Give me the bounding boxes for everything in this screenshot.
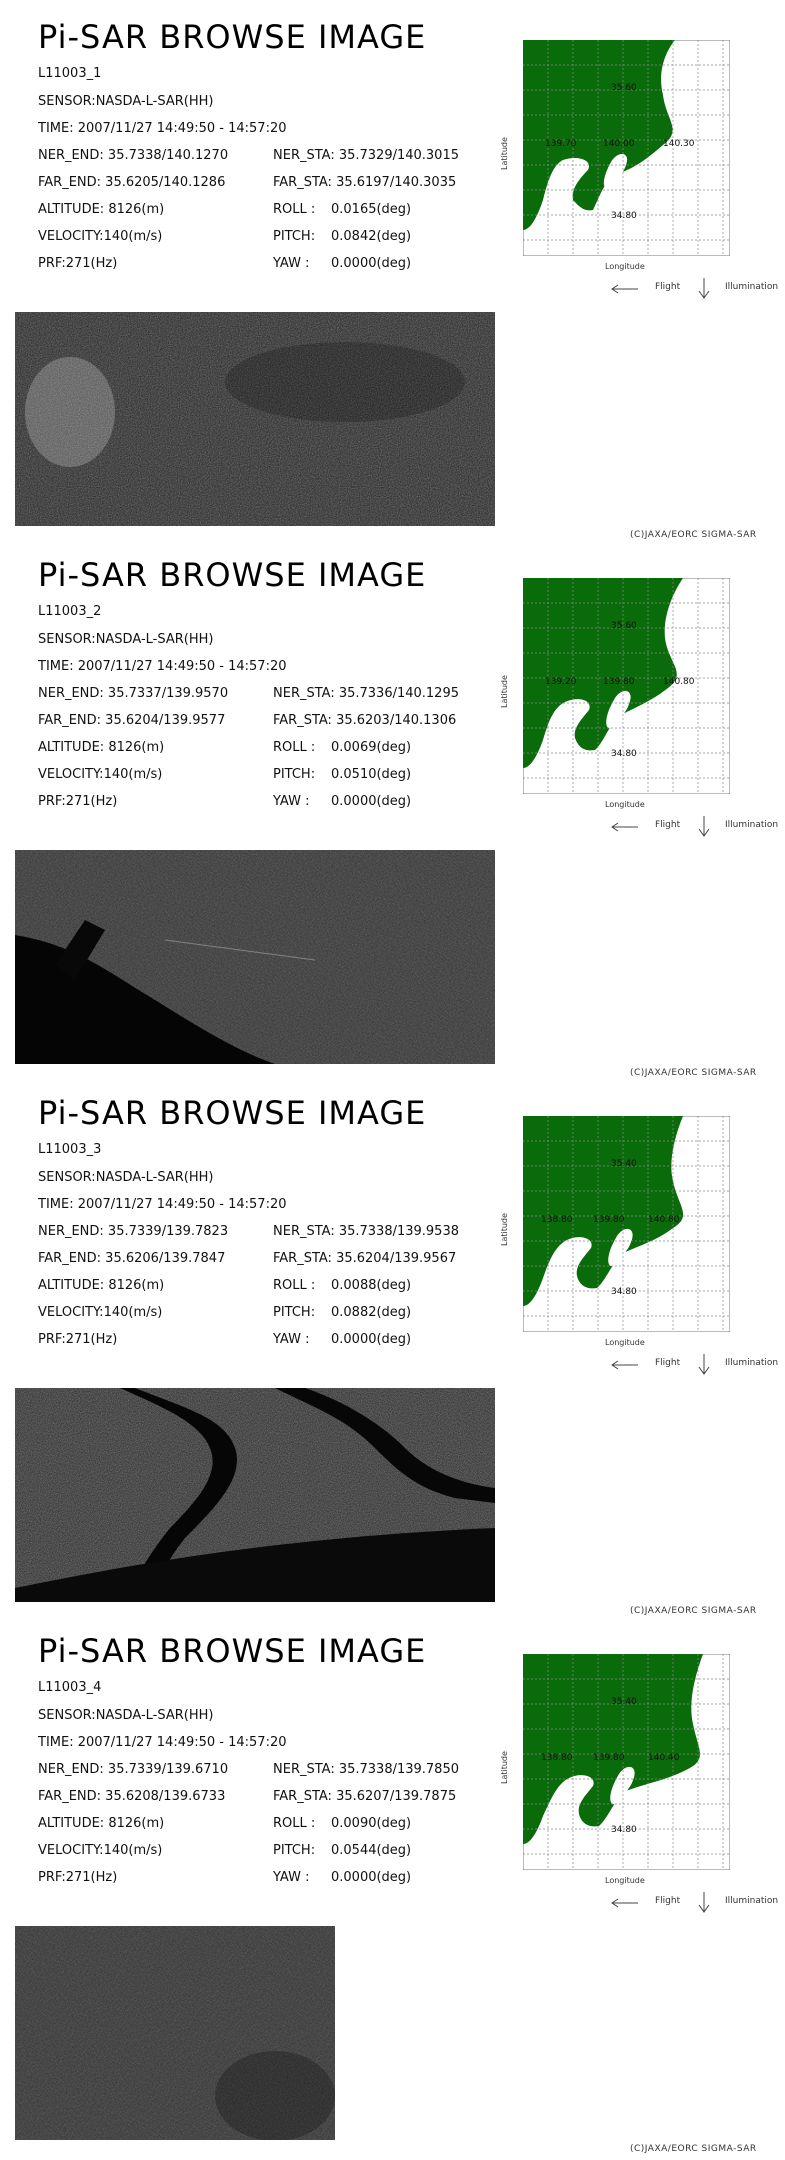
location-map [523,578,730,794]
prf-text: PRF:271(Hz) [38,256,118,271]
ner-sta-text: NER_STA: 35.7336/140.1295 [273,686,459,701]
time-text: TIME: 2007/11/27 14:49:50 - 14:57:20 [38,1197,287,1212]
ner-end-text: NER_END: 35.7337/139.9570 [38,686,229,701]
browse-panel-2 [0,538,785,1076]
copyright-text: (C)JAXA/EORC SIGMA-SAR [630,1068,757,1078]
pitch-row [273,1305,411,1320]
velocity-text: VELOCITY:140(m/s) [38,767,163,782]
map-tick-lat-top: 35.60 [611,621,637,631]
roll-value: 0.0165(deg) [331,202,412,217]
roll-key: ROLL : [273,202,316,217]
roll-value: 0.0069(deg) [331,740,412,755]
roll-row [273,1816,411,1831]
latitude-label: Latitude [500,1213,509,1246]
yaw-value: 0.0000(deg) [331,794,412,809]
latitude-label: Latitude [500,675,509,708]
yaw-row [273,256,411,271]
ner-sta-text: NER_STA: 35.7329/140.3015 [273,148,459,163]
scene-id: L11003_1 [38,66,102,81]
roll-key: ROLL : [273,1816,316,1831]
location-map [523,1654,730,1870]
roll-row [273,1278,411,1293]
sar-image [15,850,495,1064]
flight-label: Flight [655,820,681,830]
pitch-key: PITCH: [273,229,316,244]
yaw-value: 0.0000(deg) [331,1870,412,1885]
longitude-label: Longitude [605,1876,645,1885]
flight-arrow-icon [610,1898,640,1908]
far-end-text: FAR_END: 35.6206/139.7847 [38,1251,226,1266]
far-sta-text: FAR_STA: 35.6204/139.9567 [273,1251,457,1266]
ner-end-text: NER_END: 35.7338/140.1270 [38,148,229,163]
map-tick-lon-left: 139.20 [545,677,577,687]
location-map [523,40,730,256]
prf-text: PRF:271(Hz) [38,794,118,809]
pitch-key: PITCH: [273,767,316,782]
prf-text: PRF:271(Hz) [38,1870,118,1885]
map-tick-lat-bottom: 34.80 [611,211,637,221]
browse-panel-4 [0,1614,785,2152]
map-tick-lon-right: 140.80 [648,1215,680,1225]
yaw-value: 0.0000(deg) [331,256,412,271]
map-tick-lon-right: 140.40 [648,1753,680,1763]
time-text: TIME: 2007/11/27 14:49:50 - 14:57:20 [38,1735,287,1750]
ner-sta-text: NER_STA: 35.7338/139.7850 [273,1762,459,1777]
map-tick-lat-top: 35.40 [611,1697,637,1707]
pitch-row [273,229,411,244]
scene-id: L11003_2 [38,604,102,619]
copyright-text: (C)JAXA/EORC SIGMA-SAR [630,1606,757,1616]
time-text: TIME: 2007/11/27 14:49:50 - 14:57:20 [38,121,287,136]
pitch-value: 0.0510(deg) [331,767,412,782]
copyright-text: (C)JAXA/EORC SIGMA-SAR [630,2144,757,2154]
copyright-text: (C)JAXA/EORC SIGMA-SAR [630,530,757,540]
altitude-text: ALTITUDE: 8126(m) [38,202,165,217]
yaw-row [273,1870,411,1885]
sensor-text: SENSOR:NASDA-L-SAR(HH) [38,1170,214,1185]
latitude-label: Latitude [500,137,509,170]
yaw-row [273,1332,411,1347]
illumination-arrow-icon [697,1352,711,1376]
roll-key: ROLL : [273,740,316,755]
sar-image [15,1926,335,2140]
illumination-label: Illumination [725,820,779,830]
map-tick-lon-left: 139.70 [545,139,577,149]
flight-label: Flight [655,282,681,292]
longitude-label: Longitude [605,800,645,809]
altitude-text: ALTITUDE: 8126(m) [38,740,165,755]
pitch-row [273,767,411,782]
page-title: Pi-SAR BROWSE IMAGE [38,1632,427,1670]
yaw-value: 0.0000(deg) [331,1332,412,1347]
roll-key: ROLL : [273,1278,316,1293]
map-tick-lon-left: 138.80 [541,1215,573,1225]
map-tick-lon-right: 140.30 [663,139,695,149]
roll-row [273,202,411,217]
far-sta-text: FAR_STA: 35.6207/139.7875 [273,1789,457,1804]
yaw-key: YAW : [273,794,310,809]
illumination-label: Illumination [725,1896,779,1906]
sensor-text: SENSOR:NASDA-L-SAR(HH) [38,94,214,109]
time-text: TIME: 2007/11/27 14:49:50 - 14:57:20 [38,659,287,674]
flight-arrow-icon [610,1360,640,1370]
velocity-text: VELOCITY:140(m/s) [38,1843,163,1858]
longitude-label: Longitude [605,1338,645,1347]
illumination-label: Illumination [725,282,779,292]
far-end-text: FAR_END: 35.6204/139.9577 [38,713,226,728]
scene-id: L11003_3 [38,1142,102,1157]
map-tick-lat-bottom: 34.80 [611,1825,637,1835]
far-sta-text: FAR_STA: 35.6197/140.3035 [273,175,457,190]
pitch-key: PITCH: [273,1843,316,1858]
map-tick-lon-mid: 139.80 [593,1753,625,1763]
far-sta-text: FAR_STA: 35.6203/140.1306 [273,713,457,728]
map-tick-lat-bottom: 34.80 [611,749,637,759]
page-title: Pi-SAR BROWSE IMAGE [38,18,427,56]
latitude-label: Latitude [500,1751,509,1784]
altitude-text: ALTITUDE: 8126(m) [38,1278,165,1293]
roll-value: 0.0090(deg) [331,1816,412,1831]
roll-row [273,740,411,755]
map-tick-lon-right: 140.80 [663,677,695,687]
browse-panel-3 [0,1076,785,1614]
page-title: Pi-SAR BROWSE IMAGE [38,556,427,594]
map-tick-lon-left: 138.80 [541,1753,573,1763]
sensor-text: SENSOR:NASDA-L-SAR(HH) [38,1708,214,1723]
illumination-arrow-icon [697,814,711,838]
browse-panel-1 [0,0,785,538]
map-tick-lat-bottom: 34.80 [611,1287,637,1297]
longitude-label: Longitude [605,262,645,271]
page-title: Pi-SAR BROWSE IMAGE [38,1094,427,1132]
sar-image [15,1388,495,1602]
ner-end-text: NER_END: 35.7339/139.6710 [38,1762,229,1777]
yaw-key: YAW : [273,256,310,271]
map-tick-lon-mid: 139.80 [603,677,635,687]
pitch-value: 0.0882(deg) [331,1305,412,1320]
velocity-text: VELOCITY:140(m/s) [38,229,163,244]
ner-end-text: NER_END: 35.7339/139.7823 [38,1224,229,1239]
sar-image [15,312,495,526]
illumination-arrow-icon [697,1890,711,1914]
flight-arrow-icon [610,284,640,294]
velocity-text: VELOCITY:140(m/s) [38,1305,163,1320]
flight-label: Flight [655,1358,681,1368]
pitch-row [273,1843,411,1858]
roll-value: 0.0088(deg) [331,1278,412,1293]
yaw-key: YAW : [273,1870,310,1885]
sensor-text: SENSOR:NASDA-L-SAR(HH) [38,632,214,647]
location-map [523,1116,730,1332]
illumination-arrow-icon [697,276,711,300]
pitch-value: 0.0842(deg) [331,229,412,244]
pitch-key: PITCH: [273,1305,316,1320]
map-tick-lon-mid: 140.00 [603,139,635,149]
pitch-value: 0.0544(deg) [331,1843,412,1858]
ner-sta-text: NER_STA: 35.7338/139.9538 [273,1224,459,1239]
scene-id: L11003_4 [38,1680,102,1695]
map-tick-lon-mid: 139.80 [593,1215,625,1225]
altitude-text: ALTITUDE: 8126(m) [38,1816,165,1831]
map-tick-lat-top: 35.60 [611,83,637,93]
far-end-text: FAR_END: 35.6208/139.6733 [38,1789,226,1804]
flight-label: Flight [655,1896,681,1906]
flight-arrow-icon [610,822,640,832]
yaw-row [273,794,411,809]
far-end-text: FAR_END: 35.6205/140.1286 [38,175,226,190]
illumination-label: Illumination [725,1358,779,1368]
map-tick-lat-top: 35.40 [611,1159,637,1169]
yaw-key: YAW : [273,1332,310,1347]
prf-text: PRF:271(Hz) [38,1332,118,1347]
